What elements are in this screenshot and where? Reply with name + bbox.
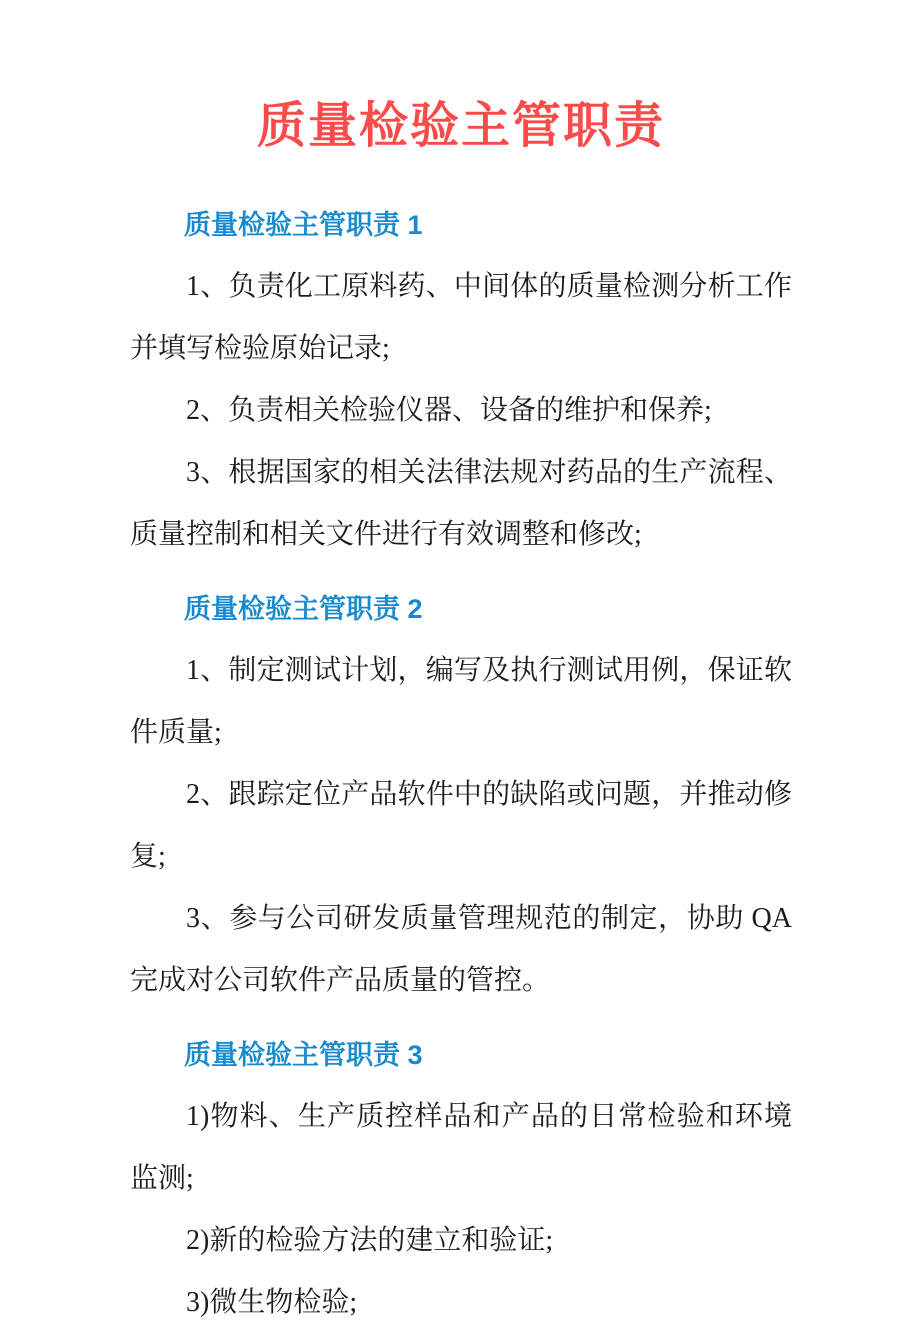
paragraph: 3、参与公司研发质量管理规范的制定，协助 QA 完成对公司软件产品质量的管控。 xyxy=(130,903,792,996)
paragraph: 1、负责化工原料药、中间体的质量检测分析工作并填写检验原始记录; xyxy=(130,271,792,364)
paragraph: 2、负责相关检验仪器、设备的维护和保养; xyxy=(186,395,712,426)
section-1-heading: 质量检验主管职责 1 xyxy=(184,210,423,240)
paragraph: 1)物料、生产质控样品和产品的日常检验和环境监测; xyxy=(130,1101,792,1194)
section-2-heading: 质量检验主管职责 2 xyxy=(184,594,423,624)
paragraph: 3、根据国家的相关法律法规对药品的生产流程、质量控制和相关文件进行有效调整和修改; xyxy=(130,457,792,550)
document-title: 质量检验主管职责 xyxy=(256,99,665,153)
paragraph: 3)微生物检验; xyxy=(186,1287,358,1318)
paragraph: 2、跟踪定位产品软件中的缺陷或问题，并推动修复; xyxy=(130,779,792,872)
section-2 xyxy=(130,592,792,1012)
paragraph: 1、制定测试计划，编写及执行测试用例，保证软件质量; xyxy=(130,655,792,748)
section-1 xyxy=(130,208,792,566)
section-3-heading: 质量检验主管职责 3 xyxy=(184,1040,423,1070)
section-3 xyxy=(130,1038,792,1334)
paragraph: 2)新的检验方法的建立和验证; xyxy=(186,1225,554,1256)
